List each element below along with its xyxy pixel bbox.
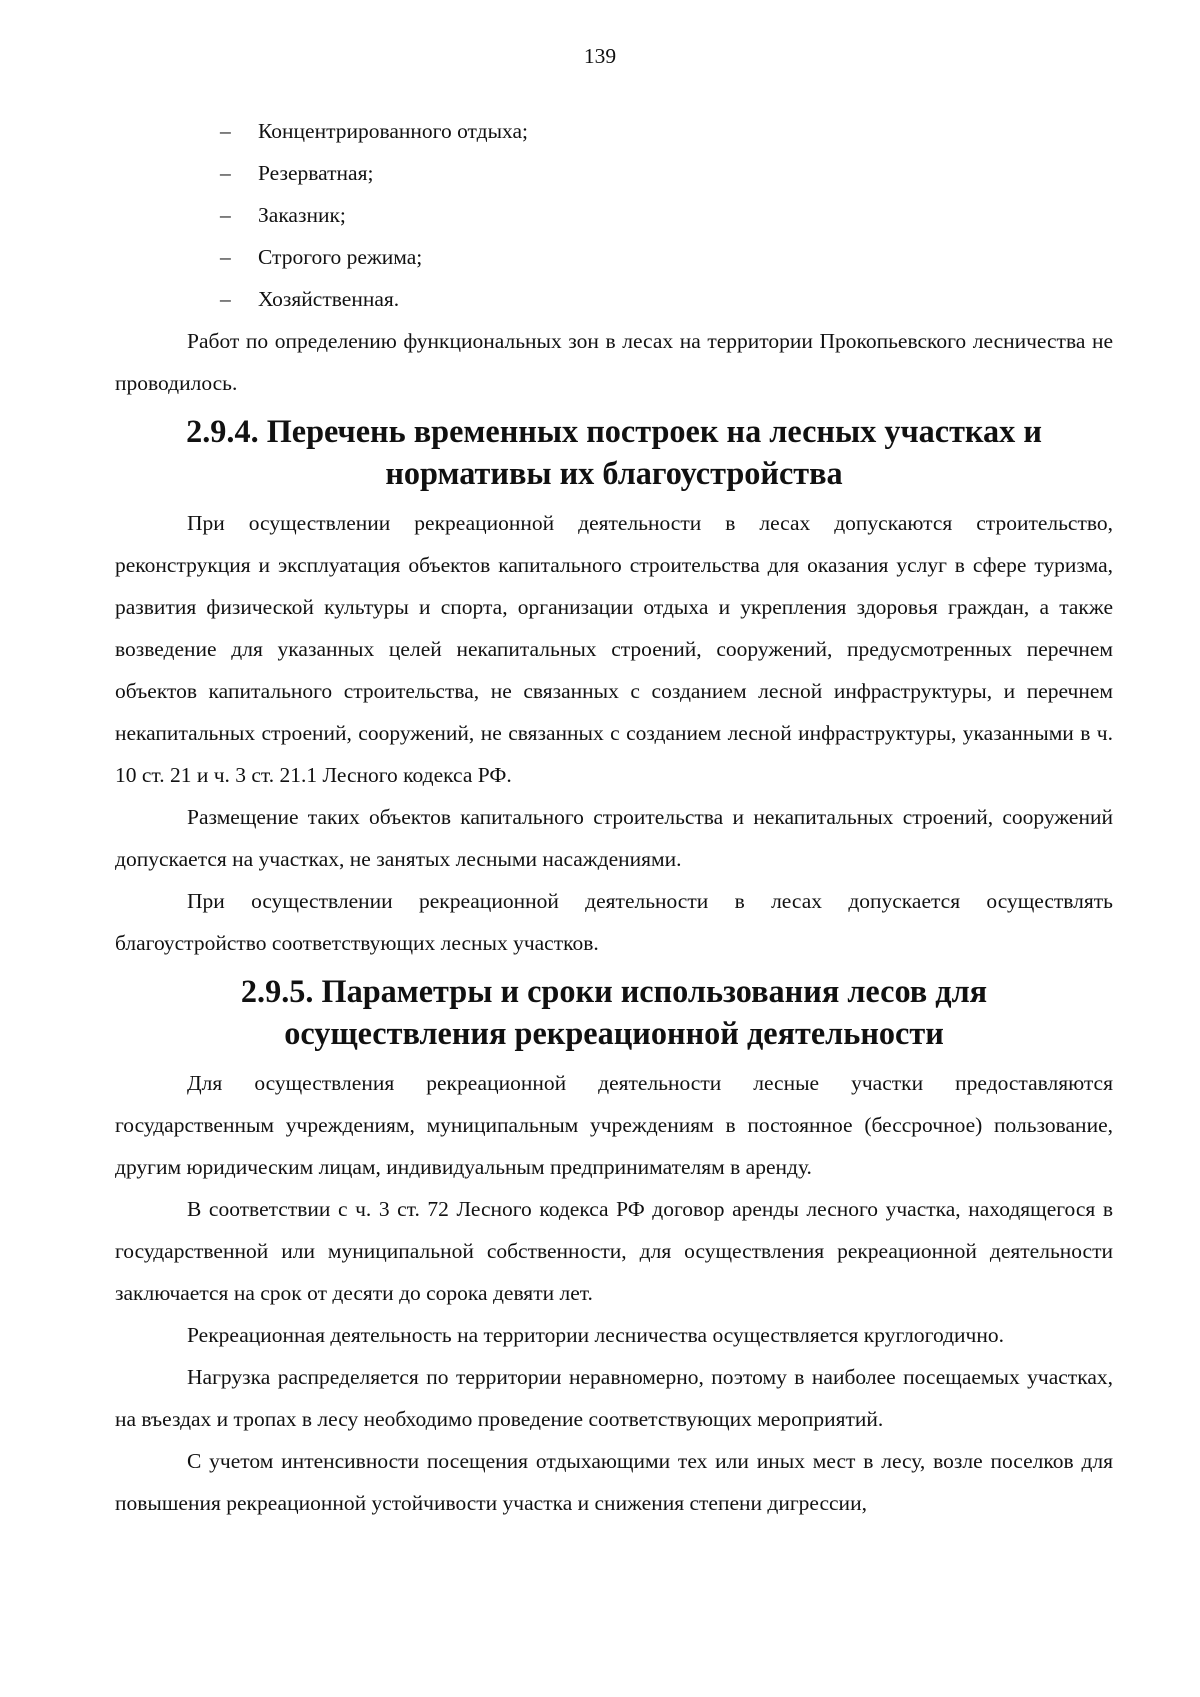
section-heading-2-9-5: 2.9.5. Параметры и сроки использования лесов для осуществления рекреационной деятельности [240,973,988,1051]
paragraph-lease-term: В соответствии с ч. 3 ст. 72 Лесного кодекса РФ договор аренды лесного участка, находящегося в государственной или муниципальной собственности, для осуществления рекреационной деятельности заключается на срок от десяти до сорока девяти лет. [115,1197,1113,1305]
list-dash: – [220,161,231,185]
list-item [220,110,528,152]
paragraph-landscaping: При осуществлении рекреационной деятельности в лесах допускается осуществлять благоустройство соответствующих лесных участков. [115,889,1113,955]
paragraph-construction: При осуществлении рекреационной деятельности в лесах допускаются строительство, реконструкция и эксплуатация объектов капитального строительства для оказания услуг в сфере туризма, развития физической культуры и спорта, организации отдыха и укрепления здоровья граждан, а также возведение для указанных целей некапитальных строений, сооружений, предусмотренных перечнем объектов капитального строительства, не связанных с созданием лесной инфраструктуры, и перечнем некапитальных строений, сооружений, не связанных с созданием лесной инфраструктуры, указанными в ч. 10 ст. 21 и ч. 3 ст. 21.1 Лесного кодекса РФ. [115,511,1113,787]
list-item-text: Строгого режима; [258,245,423,269]
paragraph-placement: Размещение таких объектов капитального строительства и некапитальных строений, сооружений допускается на участках, не занятых лесными насаждениями. [115,805,1113,871]
list-item-text: Заказник; [258,203,346,227]
paragraph-load-distribution: Нагрузка распределяется по территории неравномерно, поэтому в наиболее посещаемых участках, на въездах и тропах в лесу необходимо проведение соответствующих мероприятий. [115,1365,1113,1431]
list-item-text: Хозяйственная. [258,287,400,311]
page-number: 139 [583,44,617,68]
list-item [220,194,528,236]
zone-list [220,110,528,320]
list-dash: – [220,287,231,311]
list-dash: – [220,203,231,227]
list-item [220,278,528,320]
paragraph-functional-zones: Работ по определению функциональных зон в лесах на территории Прокопьевского лесничества не проводилось. [115,329,1113,395]
paragraph-land-provision: Для осуществления рекреационной деятельности лесные участки предоставляются государственным учреждениям, муниципальным учреждениям в постоянное (бессрочное) пользование, другим юридическим лицам, индивидуальным предпринимателям в аренду. [115,1071,1113,1179]
list-item [220,236,528,278]
paragraph-intensity: С учетом интенсивности посещения отдыхающими тех или иных мест в лесу, возле поселков для повышения рекреационной устойчивости участка и снижения степени дигрессии, [115,1449,1113,1515]
list-item [220,152,528,194]
list-dash: – [220,245,231,269]
document-body [115,320,1113,1524]
paragraph-year-round: Рекреационная деятельность на территории лесничества осуществляется круглогодично. [187,1323,1004,1347]
list-dash: – [220,119,231,143]
list-item-text: Резерватная; [258,161,374,185]
list-item-text: Концентрированного отдыха; [258,119,529,143]
section-heading-2-9-4: 2.9.4. Перечень временных построек на лесных участках и нормативы их благоустройства [186,413,1042,491]
